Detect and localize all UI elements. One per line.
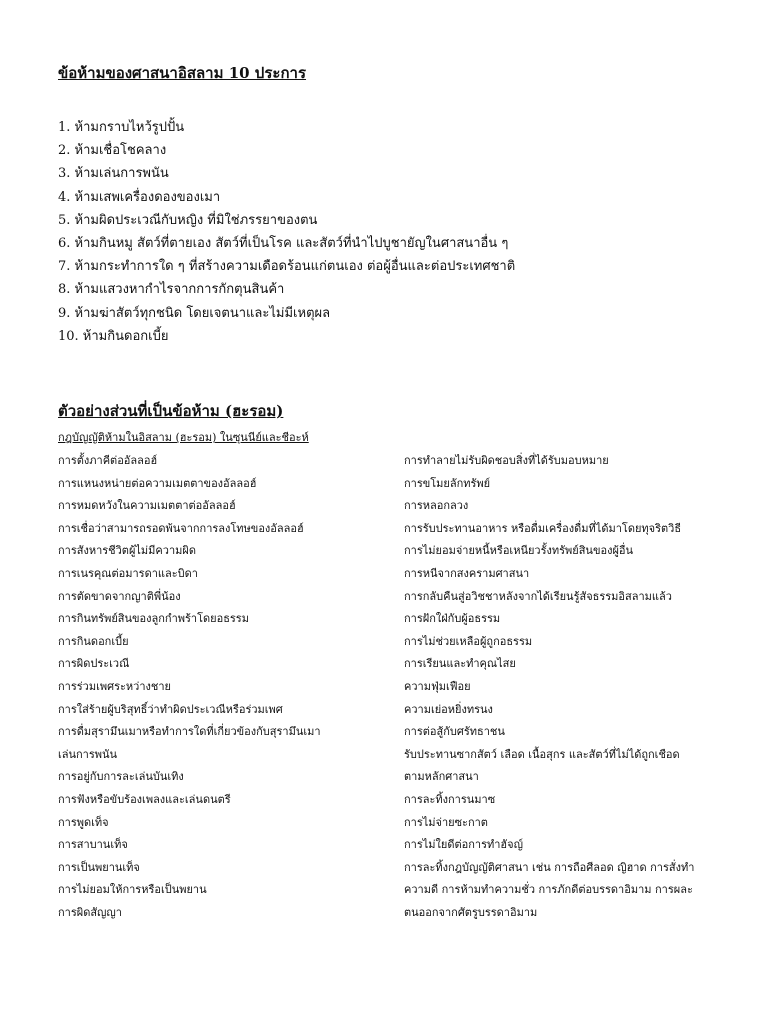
list-item: 6. ห้ามกินหมู สัตว์ที่ตายเอง สัตว์ที่เป็นโรค และสัตว์ที่นำไปบูชายัญในศาสนาอื่น ๆ xyxy=(58,235,509,251)
page-title: ข้อห้ามของศาสนาอิสลาม 10 ประการ xyxy=(58,64,307,82)
list-item: การอยู่กับการละเล่นบันเทิง xyxy=(58,770,184,784)
list-item: 7. ห้ามกระทำการใด ๆ ที่สร้างความเดือดร้อนแก่ตนเอง ต่อผู้อื่นและต่อประเทศชาติ xyxy=(58,259,516,275)
list-item: ความฟุ่มเฟือย xyxy=(404,679,471,693)
haram-list-right-column xyxy=(404,450,734,924)
list-item: การผิดสัญญา xyxy=(58,905,122,919)
prohibitions-list xyxy=(58,116,718,348)
list-item: 2. ห้ามเชื่อโชคลาง xyxy=(58,143,167,159)
list-item: การเรียนและทำคุณไสย xyxy=(404,657,516,671)
list-item: การเชื่อว่าสามารถรอดพ้นจากการลงโทษของอัลลอฮ์ xyxy=(58,521,304,535)
list-item: 4. ห้ามเสพเครื่องดองของเมา xyxy=(58,189,221,205)
list-item: การพูดเท็จ xyxy=(58,815,109,829)
section-subheading: กฎบัญญัติห้ามในอิสลาม (ฮะรอม) ในซุนนีย์และชีอะห์ xyxy=(58,431,309,444)
list-item: การละทิ้งการนมาซ xyxy=(404,792,496,806)
list-item: 3. ห้ามเล่นการพนัน xyxy=(58,166,169,182)
list-item: การกินดอกเบี้ย xyxy=(58,634,129,648)
list-item: การฝักใฝ่กับผู้อธรรม xyxy=(404,612,501,626)
list-item: การรับประทานอาหาร หรือดื่มเครื่องดื่มที่ได้มาโดยทุจริตวิธี xyxy=(404,521,682,535)
list-item: ตนออกจากศัตรูบรรดาอิมาม xyxy=(404,905,538,919)
list-item: การตัดขาดจากญาติพี่น้อง xyxy=(58,589,181,603)
list-item: การไม่จ่ายซะกาต xyxy=(404,815,488,829)
list-item: ความดี การห้ามทำความชั่ว การภักดีต่อบรรดาอิมาม การผละ xyxy=(404,883,693,897)
list-item: ตามหลักศาสนา xyxy=(404,770,479,784)
list-item: การเป็นพยานเท็จ xyxy=(58,860,140,874)
list-item: เล่นการพนัน xyxy=(58,747,118,761)
list-item: ความเย่อหยิ่งทรนง xyxy=(404,702,493,716)
list-item: รับประทานซากสัตว์ เลือด เนื้อสุกร และสัตว์ที่ไม่ได้ถูกเชือด xyxy=(404,747,680,761)
list-item: การร่วมเพศระหว่างชาย xyxy=(58,679,171,693)
list-item: การกินทรัพย์สินของลูกกำพร้าโดยอธรรม xyxy=(58,612,249,626)
list-item: การแหนงหน่ายต่อความเมตตาของอัลลอฮ์ xyxy=(58,476,257,490)
list-item: การทำลายไม่รับผิดชอบสิ่งที่ได้รับมอบหมาย xyxy=(404,454,609,467)
list-item: 10. ห้ามกินดอกเบี้ย xyxy=(58,328,169,344)
list-item: การขโมยลักทรัพย์ xyxy=(404,476,491,490)
list-item: การหมดหวังในความเมตตาต่ออัลลอฮ์ xyxy=(58,499,236,513)
list-item: การสังหารชีวิตผู้ไม่มีความผิด xyxy=(58,544,196,558)
list-item: การใส่ร้ายผู้บริสุทธิ์ว่าทำผิดประเวณีหรือร่วมเพศ xyxy=(58,702,283,716)
list-item: 8. ห้ามแสวงหากำไรจากการกักตุนสินค้า xyxy=(58,282,285,298)
section-title: ตัวอย่างส่วนที่เป็นข้อห้าม (ฮะรอม) xyxy=(58,402,284,420)
list-item: การกลับคืนสู่อวิชชาหลังจากได้เรียนรู้สัจธรรมอิสลามแล้ว xyxy=(404,589,672,603)
list-item: การหลอกลวง xyxy=(404,499,469,513)
list-item: การผิดประเวณี xyxy=(58,657,130,671)
list-item: การไม่ใยดีต่อการทำฮัจญ์ xyxy=(404,838,523,852)
list-item: การดื่มสุรามึนเมาหรือทำการใดที่เกี่ยวข้องกับสุรามึนเมา xyxy=(58,725,321,739)
list-item: การหนีจากสงครามศาสนา xyxy=(404,566,530,580)
list-item: การละทิ้งกฎบัญญัติศาสนา เช่น การถือศีลอด ญิฮาด การสั่งทำ xyxy=(404,860,695,874)
list-item: การไม่ยอมให้การหรือเป็นพยาน xyxy=(58,883,207,897)
list-item: 5. ห้ามผิดประเวณีกับหญิง ที่มิใช่ภรรยาของตน xyxy=(58,212,318,228)
list-item: การไม่ช่วยเหลือผู้ถูกอธรรม xyxy=(404,634,533,648)
list-item: การไม่ยอมจ่ายหนี้หรือเหนียวรั้งทรัพย์สินของผู้อื่น xyxy=(404,544,634,558)
list-item: การเนรคุณต่อมารดาและบิดา xyxy=(58,566,198,580)
list-item: การตั้งภาคีต่ออัลลอฮ์ xyxy=(58,454,158,467)
list-item: การต่อสู้กับศรัทธาชน xyxy=(404,725,505,739)
haram-list-left-column xyxy=(58,450,388,924)
list-item: การสาบานเท็จ xyxy=(58,838,128,852)
list-item: 1. ห้ามกราบไหว้รูปปั้น xyxy=(58,120,185,135)
list-item: การฟังหรือขับร้องเพลงและเล่นดนตรี xyxy=(58,792,231,806)
list-item: 9. ห้ามฆ่าสัตว์ทุกชนิด โดยเจตนาและไม่มีเหตุผล xyxy=(58,305,331,321)
